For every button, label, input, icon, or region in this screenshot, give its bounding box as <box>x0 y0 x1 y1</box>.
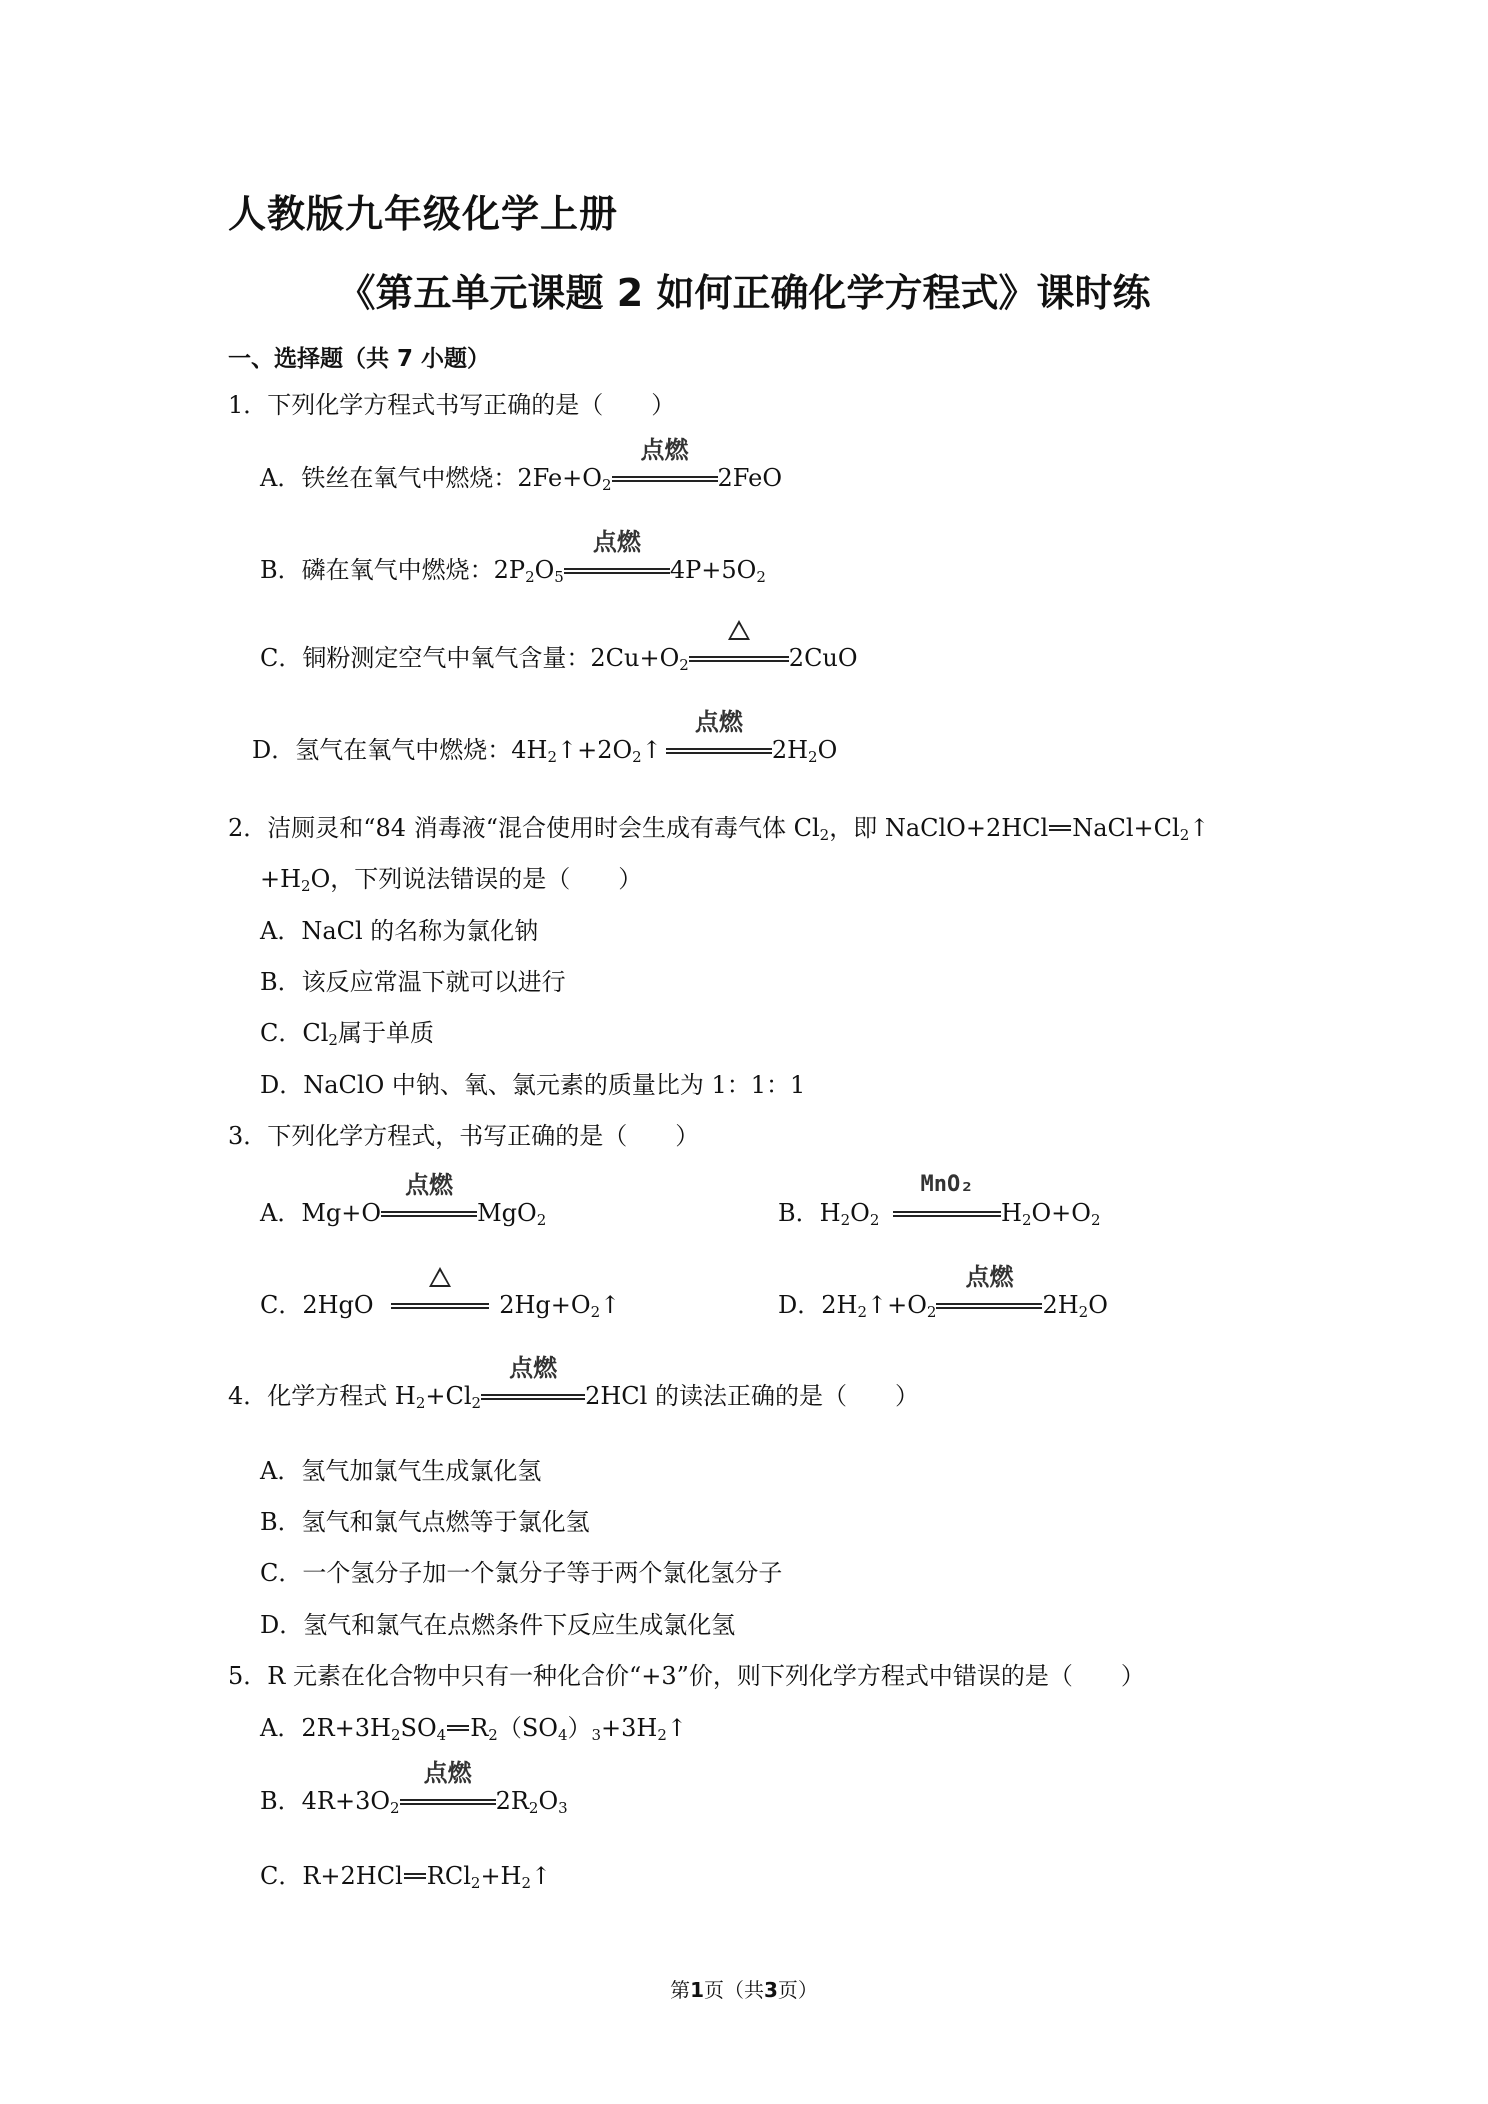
question-4-option-c: C．一个氢分子加一个氯分子等于两个氯化氢分子 <box>260 1559 783 1587</box>
document-subtitle: 《第五单元课题 2 如何正确化学方程式》课时练 <box>337 271 1151 315</box>
reaction-arrow: 点燃 <box>400 1786 496 1816</box>
reaction-arrow: 点燃 <box>564 555 670 585</box>
reaction-arrow: 点燃 <box>481 1381 585 1411</box>
heat-triangle-icon <box>728 620 750 640</box>
question-2-option-d: D．NaClO 中钠、氧、氯元素的质量比为 1：1：1 <box>260 1071 806 1099</box>
reaction-arrow: 点燃 <box>381 1198 477 1228</box>
reaction-arrow <box>689 643 789 673</box>
heat-triangle-icon <box>429 1267 451 1287</box>
question-2-stem-continued: $+H_2O$，下列说法错误的是（ ） <box>260 865 643 895</box>
reaction-arrow: MnO₂ <box>893 1198 1001 1228</box>
question-3-option-d: D．$2H_2↑+O_2$ 点燃 $2H_2O$ <box>778 1263 1108 1321</box>
question-3-option-c: C．2HgO $2Hg+O_2↑$ <box>260 1290 620 1320</box>
question-4-option-d: D．氢气和氯气在点燃条件下反应生成氯化氢 <box>260 1611 736 1639</box>
question-2-stem: 2．洁厕灵和“84 消毒液“混合使用时会生成有毒气体 $Cl_2$，即 NaClO+2HCl $NaCl+Cl_2↑$ <box>228 814 1210 844</box>
section-heading: 一、选择题（共 7 小题） <box>228 346 491 372</box>
question-4-option-a: A．氢气加氯气生成氯化氢 <box>260 1457 542 1485</box>
current-page-number: 1 <box>690 1978 704 2002</box>
page-footer: 第1页（共3页） <box>670 1978 818 2002</box>
question-1-option-c: C．铜粉测定空气中氧气含量：$2Cu+O_2$ 2CuO <box>260 643 858 673</box>
question-4-stem: 4．化学方程式 $H_2+Cl_2$ 点燃 2HCl 的读法正确的是（ ） <box>228 1354 919 1412</box>
question-1-option-d: D．氢气在氧气中燃烧：$4H_2↑+2O_2↑$ 点燃 $2H_2O$ <box>252 708 838 766</box>
reaction-arrow: 点燃 <box>666 735 772 765</box>
question-3-option-b: B．$H_2O_2$ MnO₂ $H_2O+O_2$ <box>778 1172 1101 1229</box>
reaction-arrow: 点燃 <box>936 1290 1042 1320</box>
question-2-option-b: B．该反应常温下就可以进行 <box>260 968 566 996</box>
question-1-option-b: B．磷在氧气中燃烧：$2P_2O_5$ 点燃 $4P+5O_2$ <box>260 528 766 586</box>
question-5-option-c: C．R+2HCl $RCl_2+H_2↑$ <box>260 1862 552 1892</box>
question-4-option-b: B．氢气和氯气点燃等于氯化氢 <box>260 1508 590 1536</box>
question-5-stem: 5．R 元素在化合物中只有一种化合价“+3”价，则下列化学方程式中错误的是（ ） <box>228 1662 1145 1690</box>
question-1-option-a: A．铁丝在氧气中燃烧：$2Fe+O_2$ 点燃 2FeO <box>260 436 782 494</box>
reaction-arrow: 点燃 <box>612 463 718 493</box>
question-5-option-b: B．$4R+3O_2$ 点燃 $2R_2O_3$ <box>260 1759 568 1817</box>
question-5-option-a: A．$2R+3H_2SO_4$ $R_2(SO_4)_3+3H_2↑$ <box>260 1714 688 1744</box>
document-title: 人教版九年级化学上册 <box>228 192 619 236</box>
reaction-arrow <box>391 1290 489 1320</box>
question-3-option-a: A．Mg+O 点燃 MgO$_2$ <box>260 1171 547 1229</box>
total-page-count: 3 <box>764 1978 778 2002</box>
question-2-option-c: C．$Cl_2$属于单质 <box>260 1019 434 1049</box>
question-1-stem: 1．下列化学方程式书写正确的是（ ） <box>228 391 676 419</box>
question-3-stem: 3．下列化学方程式，书写正确的是（ ） <box>228 1122 700 1150</box>
question-2-option-a: A．NaCl 的名称为氯化钠 <box>260 917 539 945</box>
